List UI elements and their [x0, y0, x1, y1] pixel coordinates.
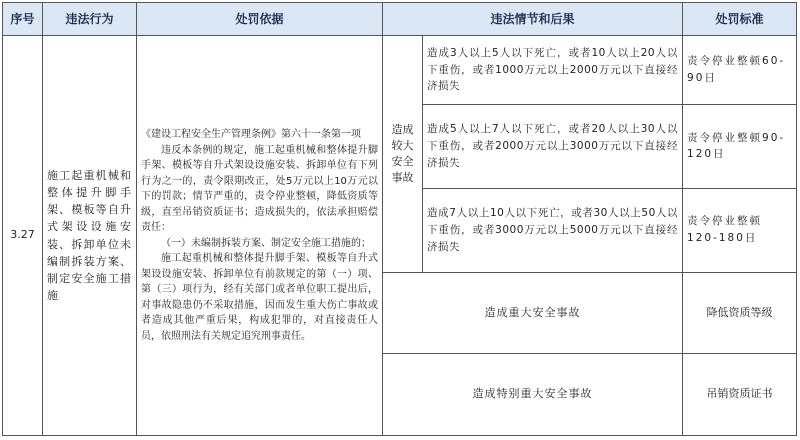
table-header-row [3, 3, 797, 36]
header-act: 违法行为 [43, 3, 137, 36]
category-label: 造成较大安全事故 [391, 122, 414, 184]
condition-2: 造成5人以上7人以下死亡，或者20人以上30人以下重伤，或者2000万元以上3000万元以下直接经济损失 [423, 105, 683, 189]
extra-major-accident: 造成特别重大安全事故 [383, 354, 683, 436]
category-cell [383, 36, 423, 273]
penalty-table [2, 2, 797, 436]
basis-paragraph-2: （一）未编制拆装方案、制定安全施工措施的； [161, 237, 371, 249]
row-number: 3.27 [3, 36, 43, 436]
table-row [3, 36, 797, 105]
standard-3: 责令停业整顿120-180日 [683, 188, 797, 272]
major-standard: 降低资质等级 [683, 272, 797, 354]
major-accident: 造成重大安全事故 [383, 272, 683, 354]
header-circumstance: 违法情节和后果 [383, 3, 683, 36]
basis-title: 《建设工程安全生产管理条例》第六十一条第一项 [141, 129, 361, 140]
violation-act: 施工起重机械和整体提升脚手架、模板等自升式架设设施安装、拆卸单位未编制拆装方案、制定安全施工措施 [43, 36, 137, 436]
basis-paragraph-1: 违反本条例的规定，施工起重机械和整体提升脚手架、模板等自升式架设设施安装、拆卸单位有下列行为之一的，责令限期改正，处5万元以上10万元以下的罚款；情节严重的，责令停业整顿，降低资质等级，直至吊销资质证书；造成损失的，依法承担赔偿责任： [141, 144, 378, 233]
penalty-basis [137, 36, 383, 436]
header-standard: 处罚标准 [683, 3, 797, 36]
header-basis: 处罚依据 [137, 3, 383, 36]
extra-major-standard: 吊销资质证书 [683, 354, 797, 436]
header-no: 序号 [3, 3, 43, 36]
basis-paragraph-3: 施工起重机械和整体提升脚手架、模板等自升式架设设施安装、拆卸单位有前款规定的第（一）项、第（三）项行为，经有关部门或者单位职工提出后，对事故隐患仍不采取措施，因而发生重大伤亡事故或者造成其他严重后果，构成犯罪的，对直接责任人员，依照刑法有关规定追究刑事责任。 [141, 253, 378, 342]
standard-2: 责令停业整顿90-120日 [683, 105, 797, 189]
condition-3: 造成7人以上10人以下死亡，或者30人以上50人以下重伤，或者3000万元以上5000万元以下直接经济损失 [423, 188, 683, 272]
standard-1: 责令停业整顿60-90日 [683, 36, 797, 105]
condition-1: 造成3人以上5人以下死亡，或者10人以上20人以下重伤，或者1000万元以上2000万元以下直接经济损失 [423, 36, 683, 105]
